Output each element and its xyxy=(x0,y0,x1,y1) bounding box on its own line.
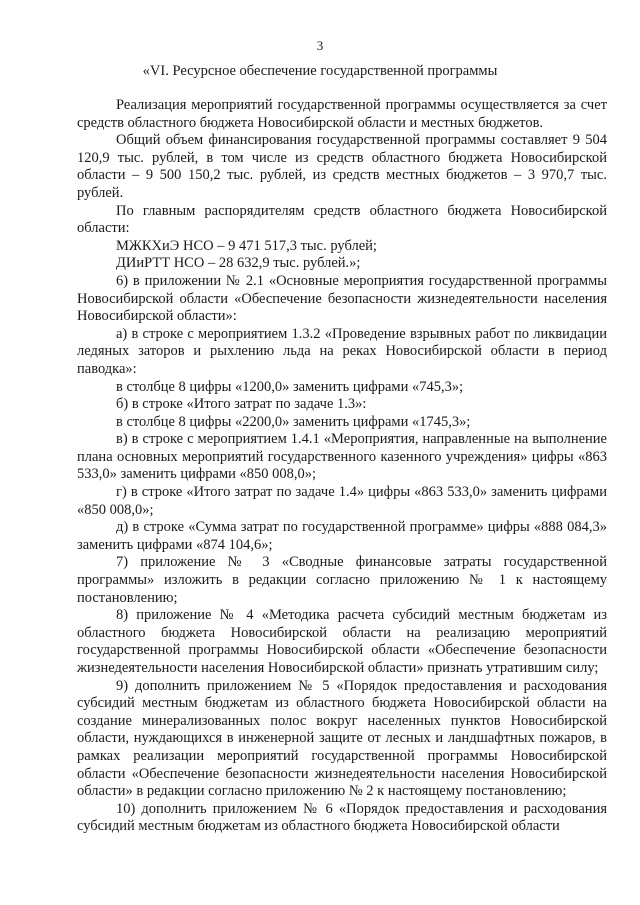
paragraph: г) в строке «Итого затрат по задаче 1.4» цифры «863 533,0» заменить цифрами «850 008,0»; xyxy=(77,484,607,518)
paragraph: а) в строке с мероприятием 1.3.2 «Проведение взрывных работ по ликвидации ледяных заторов и рыхлению льда на реках Новосибирской области в период паводка»: xyxy=(77,325,607,377)
paragraph: 6) в приложении № 2.1 «Основные мероприятия государственной программы Новосибирской области «Обеспечение безопасности жизнедеятельности населения Новосибирской области»: xyxy=(77,272,607,325)
paragraph: д) в строке «Сумма затрат по государственной программе» цифры «888 084,3» заменить цифрами «874 104,6»; xyxy=(77,519,607,553)
paragraph: в столбце 8 цифры «1200,0» заменить цифрами «745,3»; xyxy=(116,378,464,395)
paragraph: б) в строке «Итого затрат по задаче 1.3»: xyxy=(116,396,367,413)
paragraph: в) в строке с мероприятием 1.4.1 «Мероприятия, направленные на выполнение плана основных мероприятий государственного казенного учреждения» цифры «863 533,0» заменить цифрами «850 008,0»; xyxy=(77,431,607,483)
paragraph: Общий объем финансирования государственной программы составляет 9 504 120,9 тыс. рублей, в том числе из средств областного бюджета Новосибирской области – 9 500 150,2 тыс. рублей, из средств местных бюджетов – 3 970,7 тыс. рублей. xyxy=(77,132,607,201)
page-number: 3 xyxy=(316,38,324,53)
paragraph: По главным распорядителям средств областного бюджета Новосибирской области: xyxy=(77,202,607,237)
paragraph: 7) приложение № 3 «Сводные финансовые затраты государственной программы» изложить в редакции согласно приложению № 1 к настоящему постановлению; xyxy=(77,554,607,606)
paragraph: 8) приложение № 4 «Методика расчета субсидий местным бюджетам из областного бюджета Новосибирской области на реализацию мероприятий государственной программы Новосибирской области «Обеспечение безопасности жизнедеятельности населения Новосибирской области» признать утратившим силу; xyxy=(77,607,607,676)
paragraph: Реализация мероприятий государственной программы осуществляется за счет средств областного бюджета Новосибирской области и местных бюджетов. xyxy=(77,97,607,131)
body-text xyxy=(77,97,607,836)
paragraph: 9) дополнить приложением № 5 «Порядок предоставления и расходования субсидий местным бюджетам из областного бюджета Новосибирской области на создание минерализованных полос вокруг населенных пунктов Новосибирской области, нуждающихся в инженерной защите от лесных и ландшафтных пожаров, в рамках реализации мероприятий государственной программы Новосибирской области «Обеспечение безопасности жизнедеятельности населения Новосибирской области» в редакции согласно приложению № 2 к настоящему постановлению; xyxy=(77,677,607,800)
paragraph: в столбце 8 цифры «2200,0» заменить цифрами «1745,3»; xyxy=(116,413,471,430)
section-heading: «VI. Ресурсное обеспечение государственной программы xyxy=(142,63,498,79)
paragraph: 10) дополнить приложением № 6 «Порядок предоставления и расходования субсидий местным бюджетам из областного бюджета Новосибирской области xyxy=(77,800,607,835)
paragraph: ДИиРТТ НСО – 28 632,9 тыс. рублей.»; xyxy=(116,255,361,272)
paragraph: МЖКХиЭ НСО – 9 471 517,3 тыс. рублей; xyxy=(116,237,377,254)
